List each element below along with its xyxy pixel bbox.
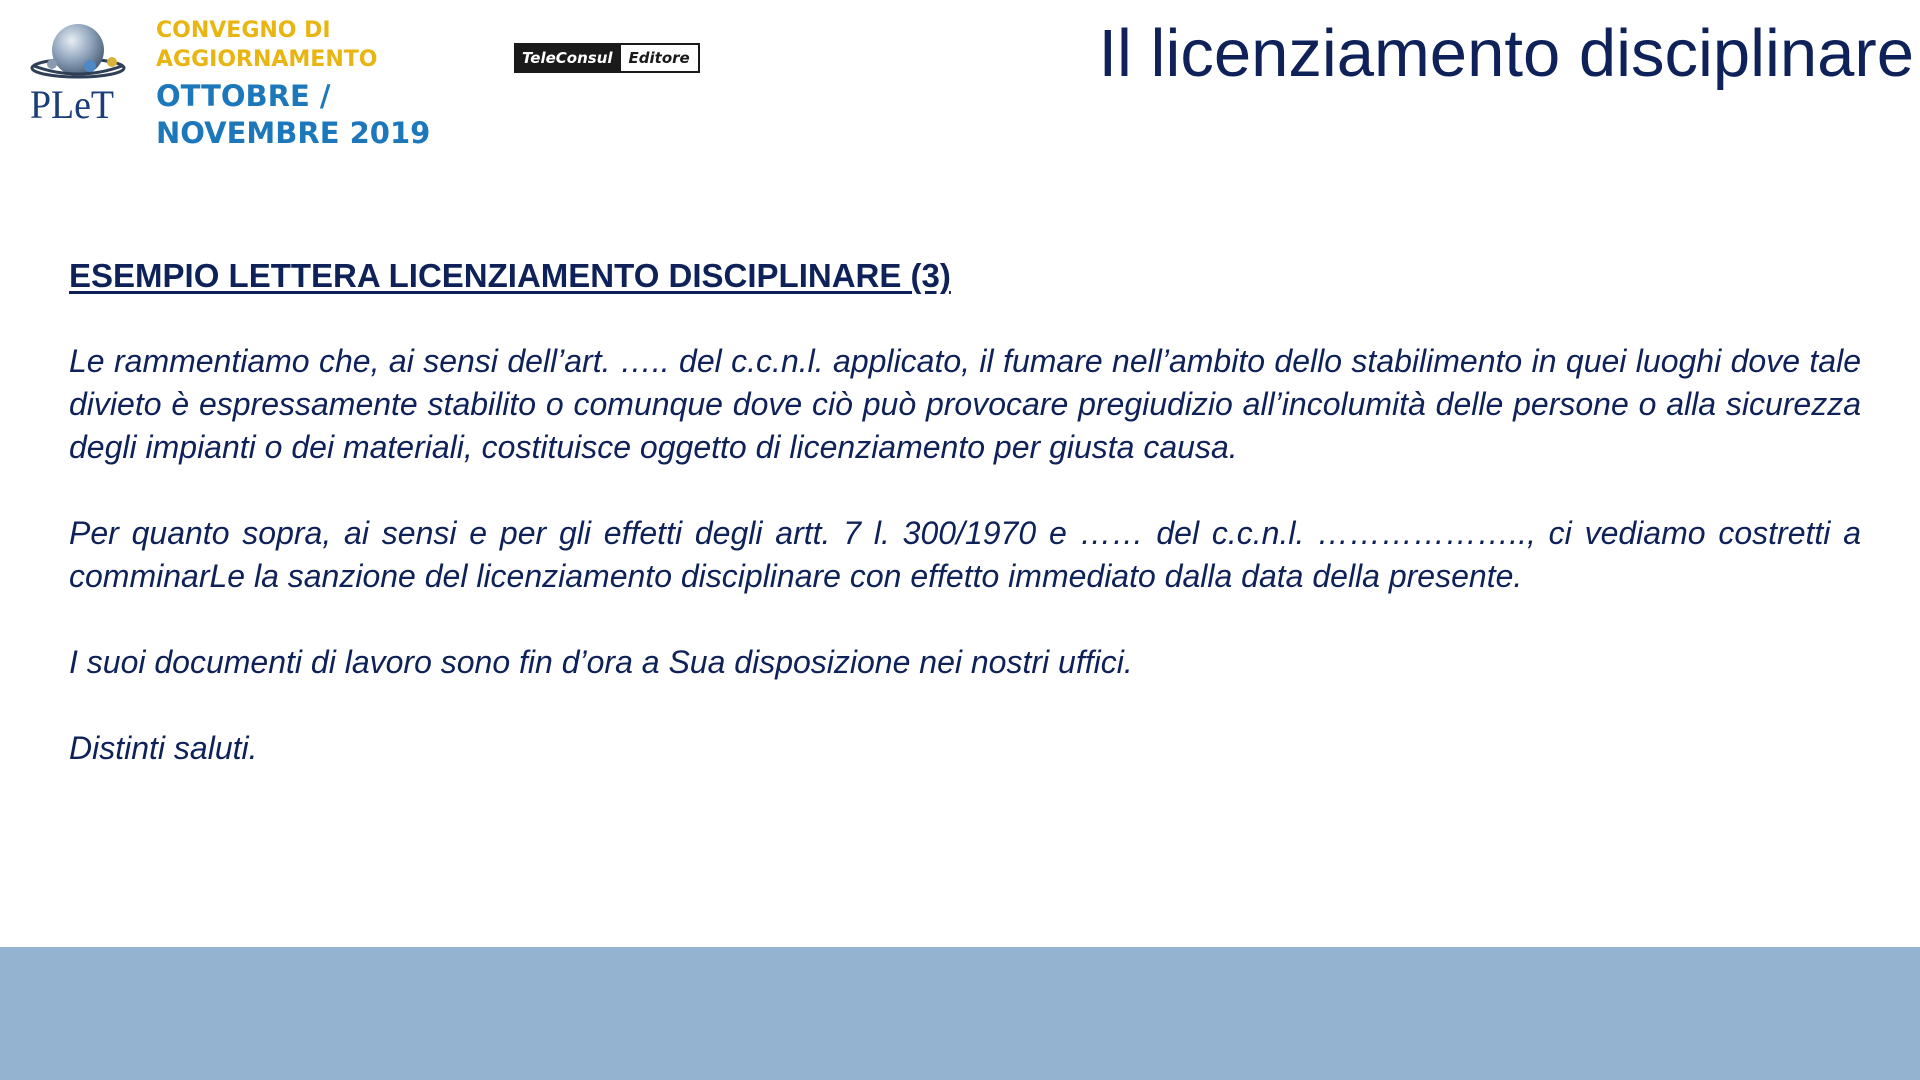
publisher-brand: TeleConsul bbox=[516, 45, 621, 71]
plet-logo bbox=[30, 16, 126, 122]
event-date: OTTOBRE / NOVEMBRE 2019 bbox=[156, 79, 431, 150]
publisher-role: Editore bbox=[621, 45, 698, 71]
page-title: Il licenziamento disciplinare bbox=[1098, 16, 1914, 91]
logo-wordmark: PLeT bbox=[30, 82, 114, 122]
letter-paragraph: Per quanto sopra, ai sensi e per gli effetti degli artt. 7 l. 300/1970 e …… del c.c.n.l. ……………….., ci vediamo costretti a comminarLe la sanzione del licenziamento disciplinare con effetto immediato dalla data della presente. bbox=[69, 515, 1861, 594]
letter-paragraph: Le rammentiamo che, ai sensi dell’art. ….. del c.c.n.l. applicato, il fumare nell’ambito dello stabilimento in quei luoghi dove tale divieto è espressamente stabilito o comunque dove ciò può provocare pregiudizio all’incolumità delle persone o alla sicurezza degli impianti o dei materiali, costituisce oggetto di licenziamento per giusta causa. bbox=[69, 343, 1861, 465]
publisher-badge bbox=[514, 43, 700, 73]
globe-logo-icon bbox=[30, 16, 126, 122]
section-heading: ESEMPIO LETTERA LICENZIAMENTO DISCIPLINARE (3) bbox=[69, 257, 951, 294]
footer-band bbox=[0, 947, 1920, 1080]
event-title: CONVEGNO DI AGGIORNAMENTO bbox=[156, 18, 378, 72]
event-info bbox=[156, 16, 456, 152]
letter-content bbox=[69, 254, 1861, 813]
letter-paragraph: I suoi documenti di lavoro sono fin d’ora a Sua disposizione nei nostri uffici. bbox=[69, 644, 1133, 680]
letter-closing: Distinti saluti. bbox=[69, 730, 258, 766]
